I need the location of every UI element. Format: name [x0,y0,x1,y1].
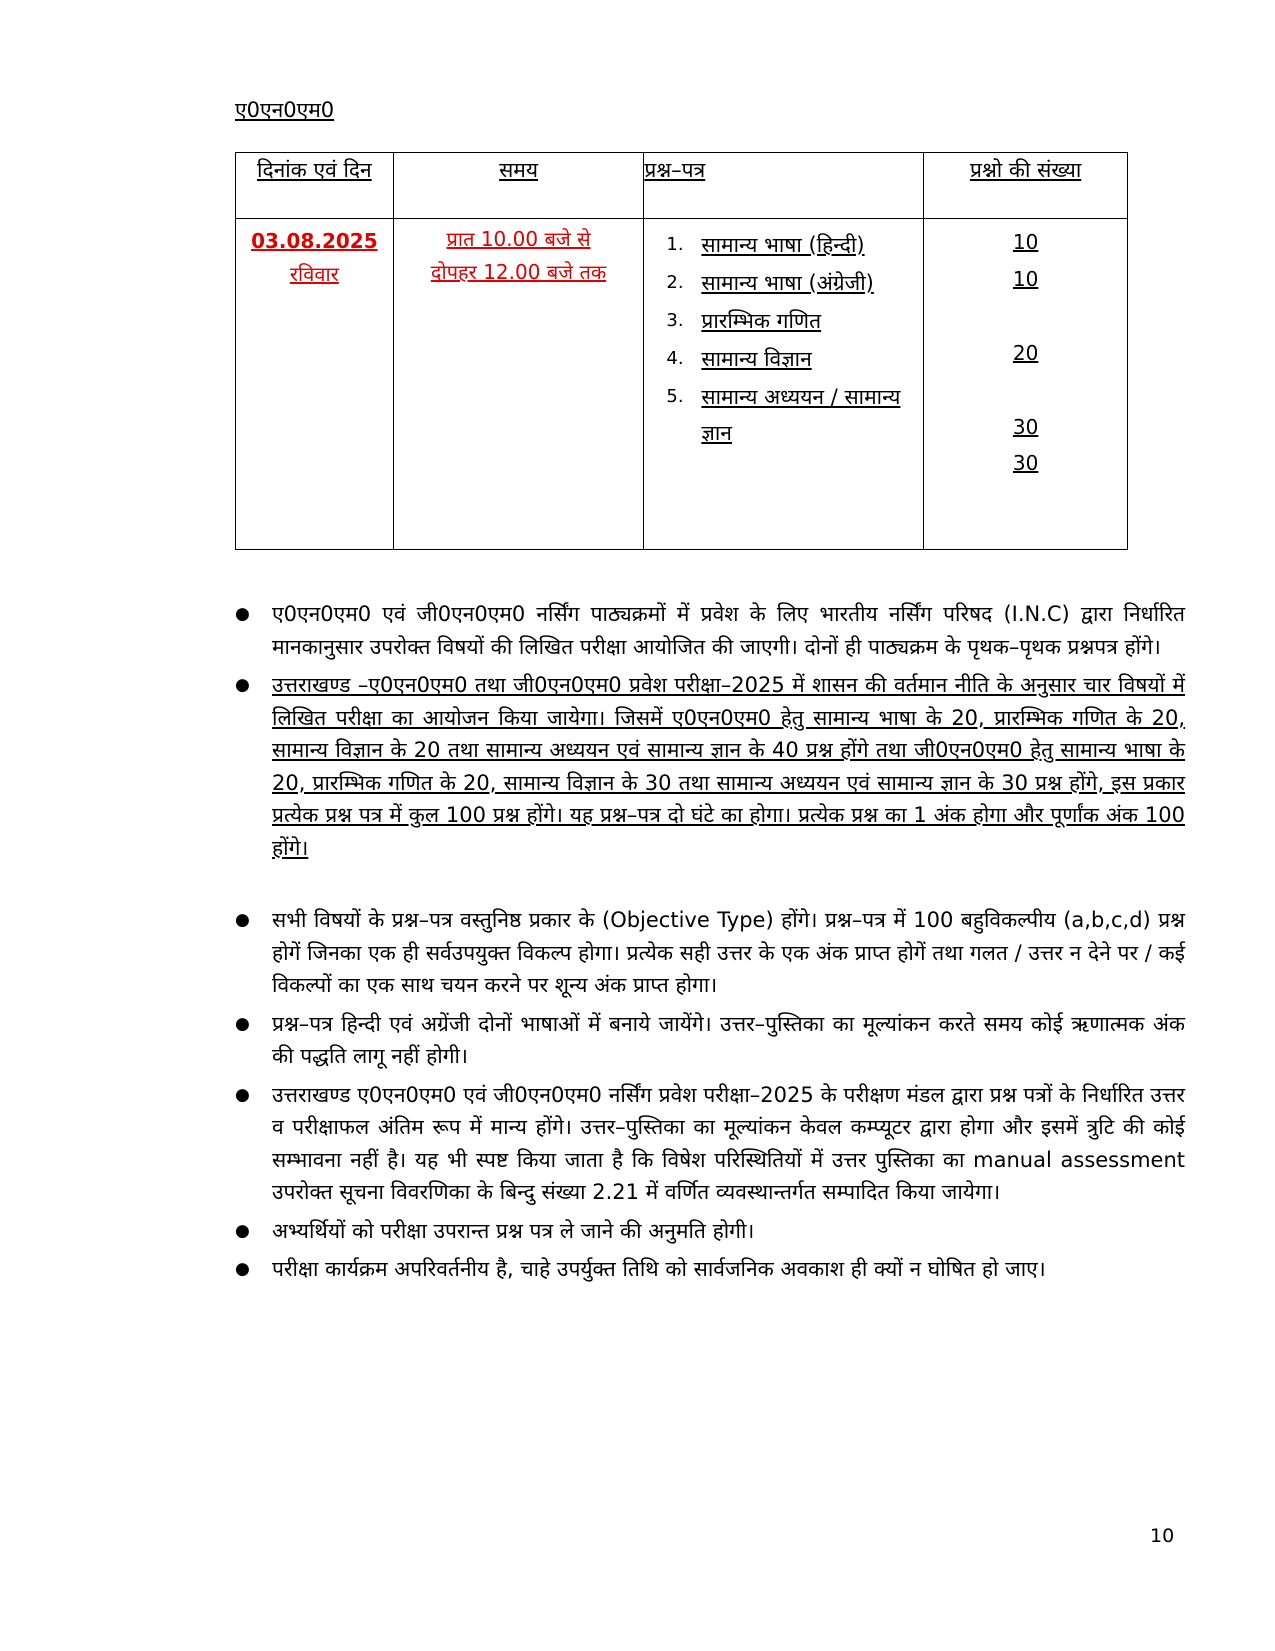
list-item: ● परीक्षा कार्यक्रम अपरिवर्तनीय है, चाहे उपर्युक्त तिथि को सार्वजनिक अवकाश ही क्यों न घोषित हो जाए। [235,1253,1185,1286]
time-start: प्रात 10.00 बजे से [446,227,591,251]
list-item: ● प्रश्न–पत्र हिन्दी एवं अग्रेंजी दोनों भाषाओं में बनाये जायेंगे। उत्तर–पुस्तिका का मूल्यांकन करते समय कोई ऋणात्मक अंक की पद्धति लागू नहीं होगी। [235,1008,1185,1073]
paper-number: 2. [666,272,684,293]
list-item [644,341,923,377]
count-list [924,219,1127,549]
table-header-row [236,153,1128,219]
time-end: दोपहर 12.00 बजे तक [430,260,607,284]
paper-label: प्रारम्भिक गणित [701,309,822,333]
count-cell [924,219,1128,550]
time-cell [393,219,644,550]
exam-schedule-table [235,152,1128,550]
table-row [236,219,1128,550]
header-time: समय [393,153,644,219]
paper-cell [644,219,924,550]
paper-number: 4. [666,348,684,369]
paper-number: 1. [666,234,684,255]
exam-date: 03.08.2025 [251,229,378,253]
list-item: ● उत्तराखण्ड ए0एन0एम0 एवं जी0एन0एम0 नर्सिंग प्रवेश परीक्षा–2025 के परीक्षण मंडल द्वारा प्रश्न पत्रों के निर्धारित उत्तर व परीक्षाफल अंतिम रूप में मान्य होंगे। उत्तर–पुस्तिका का मूल्यांकन केवल कम्प्यूटर द्वारा होगा और इसमें त्रुटि की कोई सम्भावना नहीं है। यह भी स्पष्ट किया जाता है कि विषेश परिस्थितियों में उत्तर पुस्तिका का manual assessment उपरोक्त सूचना विवरणिका के बिन्दु संख्या 2.21 में वर्णित व्यवस्थान्तर्गत सम्पादित किया जायेगा। [235,1079,1185,1209]
paper-number: 5. [666,386,684,407]
section-heading: ए0एन0एम0 [235,98,335,122]
list-item: ● सभी विषयों के प्रश्न–पत्र वस्तुनिष्ठ प्रकार के (Objective Type) होंगे। प्रश्न–पत्र में 100 बहुविकल्पीय (a,b,c,d) प्रश्न होगें जिनका एक ही सर्वउपयुक्त विकल्प होगा। प्रत्येक सही उत्तर के एक अंक प्राप्त होगें तथा गलत / उत्तर न देने पर / कई विकल्पों का एक साथ चयन करने पर शून्य अंक प्राप्त होगा। [235,904,1185,1002]
header-date-day: दिनांक एवं दिन [236,153,394,219]
list-item [644,379,923,451]
list-item: ● अभ्यर्थियों को परीक्षा उपरान्त प्रश्न पत्र ले जाने की अनुमति होगी। [235,1215,1185,1248]
question-count: 30 [1012,451,1039,475]
list-item: ● उत्तराखण्ड –ए0एन0एम0 तथा जी0एन0एम0 प्रवेश परीक्षा–2025 में शासन की वर्तमान नीति के अनुसार चार विषयों में लिखित परीक्षा का आयोजन किया जायेगा। जिसमें ए0एन0एम0 हेतु सामान्य भाषा के 20, प्रारम्भिक गणित के 20, सामान्य विज्ञान के 20 तथा सामान्य अध्ययन एवं सामान्य ज्ञान के 40 प्रश्न होंगे तथा जी0एन0एम0 हेतु सामान्य भाषा के 20, प्रारम्भिक गणित के 20, सामान्य विज्ञान के 30 तथा सामान्य अध्ययन एवं सामान्य ज्ञान के 30 प्रश्न होंगे, इस प्रकार प्रत्येक प्रश्न पत्र में कुल 100 प्रश्न होंगे। यह प्रश्न–पत्र दो घंटे का होगा। प्रत्येक प्रश्न का 1 अंक होगा और पूर्णांक अंक 100 होंगे। [235,669,1185,864]
paper-number: 3. [666,310,684,331]
list-item [644,227,923,263]
header-question-count: प्रश्नो की संख्या [924,153,1128,219]
date-cell [236,219,394,550]
question-count: 20 [1012,341,1039,365]
question-count: 30 [1012,415,1039,439]
list-item [644,303,923,339]
paper-list [644,227,923,493]
list-item: ● ए0एन0एम0 एवं जी0एन0एम0 नर्सिंग पाठ्यक्रमों में प्रवेश के लिए भारतीय नर्सिंग परिषद (I.N.C) द्वारा निर्धारित मानकानुसार उपरोक्त विषयों की लिखित परीक्षा आयोजित की जाएगी। दोनों ही पाठ्यक्रम के पृथक–पृथक प्रश्नपत्र होंगे। [235,598,1185,663]
page-number: 10 [1150,1525,1175,1547]
question-count: 10 [1012,267,1039,291]
paper-label: सामान्य भाषा (अंग्रेजी) [701,271,874,295]
exam-day: रविवार [289,262,339,286]
header-paper: प्रश्न–पत्र [644,153,924,219]
instruction-list [235,598,1185,1292]
paper-label: सामान्य विज्ञान [701,347,812,371]
list-item [644,265,923,301]
paper-label: सामान्य अध्ययन / सामान्य ज्ञान [701,385,901,445]
paper-label: सामान्य भाषा (हिन्दी) [701,233,865,257]
question-count: 10 [1012,230,1039,254]
